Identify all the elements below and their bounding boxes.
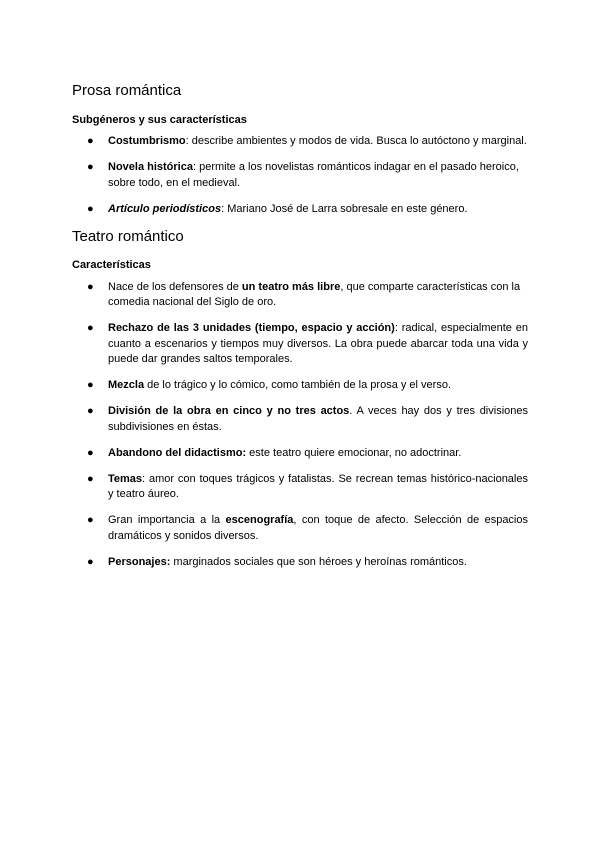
item-term: Novela histórica <box>108 161 193 173</box>
list-item <box>72 378 528 394</box>
item-text: , que comparte características con la comedia nacional del Siglo de oro. <box>108 280 521 308</box>
item-term: Mezcla <box>108 379 145 391</box>
item-text: de lo trágico y lo cómico, como también de la prosa y el verso. <box>144 379 451 391</box>
list-item <box>72 404 528 435</box>
item-term: un teatro más libre <box>241 280 341 293</box>
item-text: , con toque de afecto. Selección de espacios dramáticos y sonidos diversos. <box>108 514 528 542</box>
list-item <box>72 321 528 368</box>
item-text: este teatro quiere emocionar, no adoctrinar. <box>246 446 462 459</box>
item-term: Abandono del didactismo: <box>108 446 247 459</box>
list-item <box>72 513 528 544</box>
list-item <box>72 472 528 503</box>
bullet-icon: ● <box>87 472 94 485</box>
list-item <box>72 160 528 191</box>
item-text: : amor con toques trágicos y fatalistas. Se recrean temas histórico-nacionales y teatro áureo. <box>108 472 528 500</box>
bullet-icon: ● <box>87 405 94 417</box>
list-item <box>72 280 528 311</box>
item-text: : describe ambientes y modos de vida. Busca lo autóctono y marginal. <box>185 135 527 147</box>
item-term: Personajes: <box>108 555 171 568</box>
item-text: : Mariano José de Larra sobresale en este género. <box>221 202 468 215</box>
item-term: escenografía <box>225 514 294 526</box>
list-item <box>72 555 528 571</box>
bullet-icon: ● <box>87 161 94 173</box>
bullet-icon: ● <box>87 446 94 459</box>
item-term: Rechazo de las 3 unidades (tiempo, espacio y acción) <box>108 322 395 334</box>
item-text-pre: Gran importancia a la <box>108 514 226 526</box>
section-title-prosa: Prosa romántica <box>72 82 182 99</box>
item-term: Temas <box>108 472 143 485</box>
bullet-icon: ● <box>87 202 94 215</box>
item-text: marginados sociales que son héroes y heroínas románticos. <box>170 555 467 568</box>
item-term: División de la obra en cinco y no tres actos <box>108 405 350 417</box>
list-item <box>72 446 528 462</box>
list-prosa-subgeneros <box>72 134 528 217</box>
list-teatro-caracteristicas <box>72 280 528 571</box>
bullet-icon: ● <box>87 514 94 526</box>
bullet-icon: ● <box>87 379 94 391</box>
bullet-icon: ● <box>87 555 94 568</box>
bullet-icon: ● <box>87 280 94 293</box>
section-title-teatro: Teatro romántico <box>72 227 184 245</box>
item-text: . A veces hay dos y tres divisiones subdivisiones en éstas. <box>108 405 528 433</box>
item-term: Costumbrismo <box>108 135 186 147</box>
bullet-icon: ● <box>87 135 94 147</box>
item-text: : radical, especialmente en cuanto a escenarios y tiempos muy diversos. La obra puede abarcar toda una vida y puede dar grandes saltos temporales. <box>108 322 528 365</box>
section-subtitle-subgeneros: Subgéneros y sus características <box>72 114 247 126</box>
bullet-icon: ● <box>87 322 94 334</box>
list-item <box>72 134 528 150</box>
item-text: : permite a los novelistas románticos indagar en el pasado heroico, sobre todo, en el medieval. <box>108 161 519 189</box>
item-text-pre: Nace de los defensores de <box>108 280 242 293</box>
list-item <box>72 202 528 218</box>
section-subtitle-caracteristicas: Características <box>72 258 151 271</box>
item-term: Artículo periodísticos <box>108 202 222 215</box>
